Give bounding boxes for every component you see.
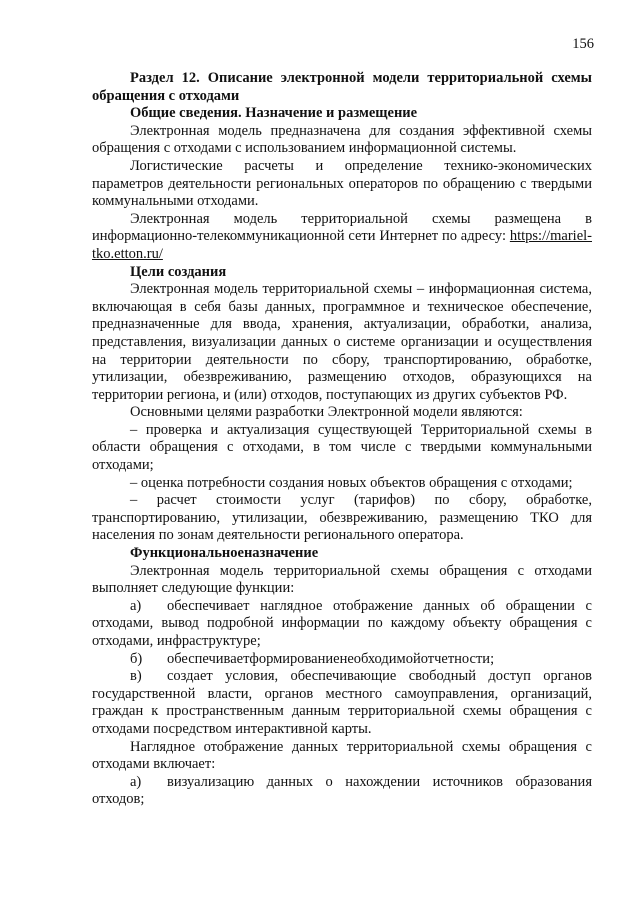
heading-function: Функциональноеназначение [130, 545, 319, 562]
paragraph-location [92, 211, 592, 264]
display-item [92, 774, 592, 809]
list-marker: а) [130, 597, 142, 614]
paragraph-logistics: Логистические расчеты и определение технико-экономических параметров деятельности региональных операторов по обращению с твердыми коммунальными отходами. [92, 157, 592, 210]
goal-item: – оценка потребности создания новых объектов обращения с отходами; [130, 474, 573, 491]
list-marker: а) [130, 773, 142, 790]
function-item [92, 668, 592, 738]
paragraph-definition: Электронная модель территориальной схемы – информационная система, включающая в себя базы данных, программное и техническое обеспечение, предназначенные для ввода, хранения, актуализации, обработки, анализа, представления, визуализации данных о системе организации и осуществления на территории деятельности по сбору, транспортированию, обработке, утилизации, обезвреживанию, размещению отходов, образующихся на территории региона, и (или) отходов, поступающих из других субъектов РФ. [92, 281, 592, 403]
list-marker: в) [130, 668, 142, 685]
section-title: Раздел 12. Описание электронной модели территориальной схемы обращения с отходами [92, 70, 592, 104]
paragraph-display-intro: Наглядное отображение данных территориальной схемы обращения с отходами включает: [92, 738, 592, 773]
goal-item: – расчет стоимости услуг (тарифов) по сбору, обработке, транспортированию, утилизации, обезвреживанию, размещению ТКО для населения по зонам деятельности регионального оператора. [92, 492, 592, 544]
page-number: 156 [572, 36, 594, 52]
heading-goals: Цели создания [130, 263, 227, 280]
list-marker: б) [130, 650, 143, 667]
list-item-text: визуализацию данных о нахождении источников образования отходов; [92, 773, 592, 808]
list-item-text: создает условия, обеспечивающие свободный доступ органов государственной власти, органов местного самоуправления, организаций, граждан к пространственным данным территориальной схемы обращения с отходами посредством интерактивной карты. [92, 668, 592, 737]
paragraph-functions-intro: Электронная модель территориальной схемы обращения с отходами выполняет следующие функции: [92, 562, 592, 597]
document-body [92, 70, 592, 809]
goal-item: – проверка и актуализация существующей Территориальной схемы в области обращения с отходами, в том числе с твердыми коммунальными отходами; [92, 421, 592, 474]
model-url-link[interactable]: https://mariel-tko.etton.ru/ [92, 228, 592, 262]
paragraph-goals-intro: Основными целями разработки Электронной модели являются: [130, 404, 523, 421]
paragraph-purpose: Электронная модель предназначена для создания эффективной схемы обращения с отходами с использованием информационной системы. [92, 122, 592, 157]
function-item [92, 651, 592, 669]
function-item [92, 598, 592, 651]
heading-general: Общие сведения. Назначение и размещение [130, 105, 418, 122]
list-item-text: обеспечивает наглядное отображение данных об обращении с отходами, вывод подробной информации по каждому объекту обращения с отходами, инфраструктуре; [92, 597, 592, 649]
location-text: Электронная модель территориальной схемы размещена в информационно-телекоммуникационной сети Интернет по адресу: [92, 210, 592, 245]
list-item-text: обеспечиваетформированиенеобходимойотчетности; [167, 650, 495, 667]
